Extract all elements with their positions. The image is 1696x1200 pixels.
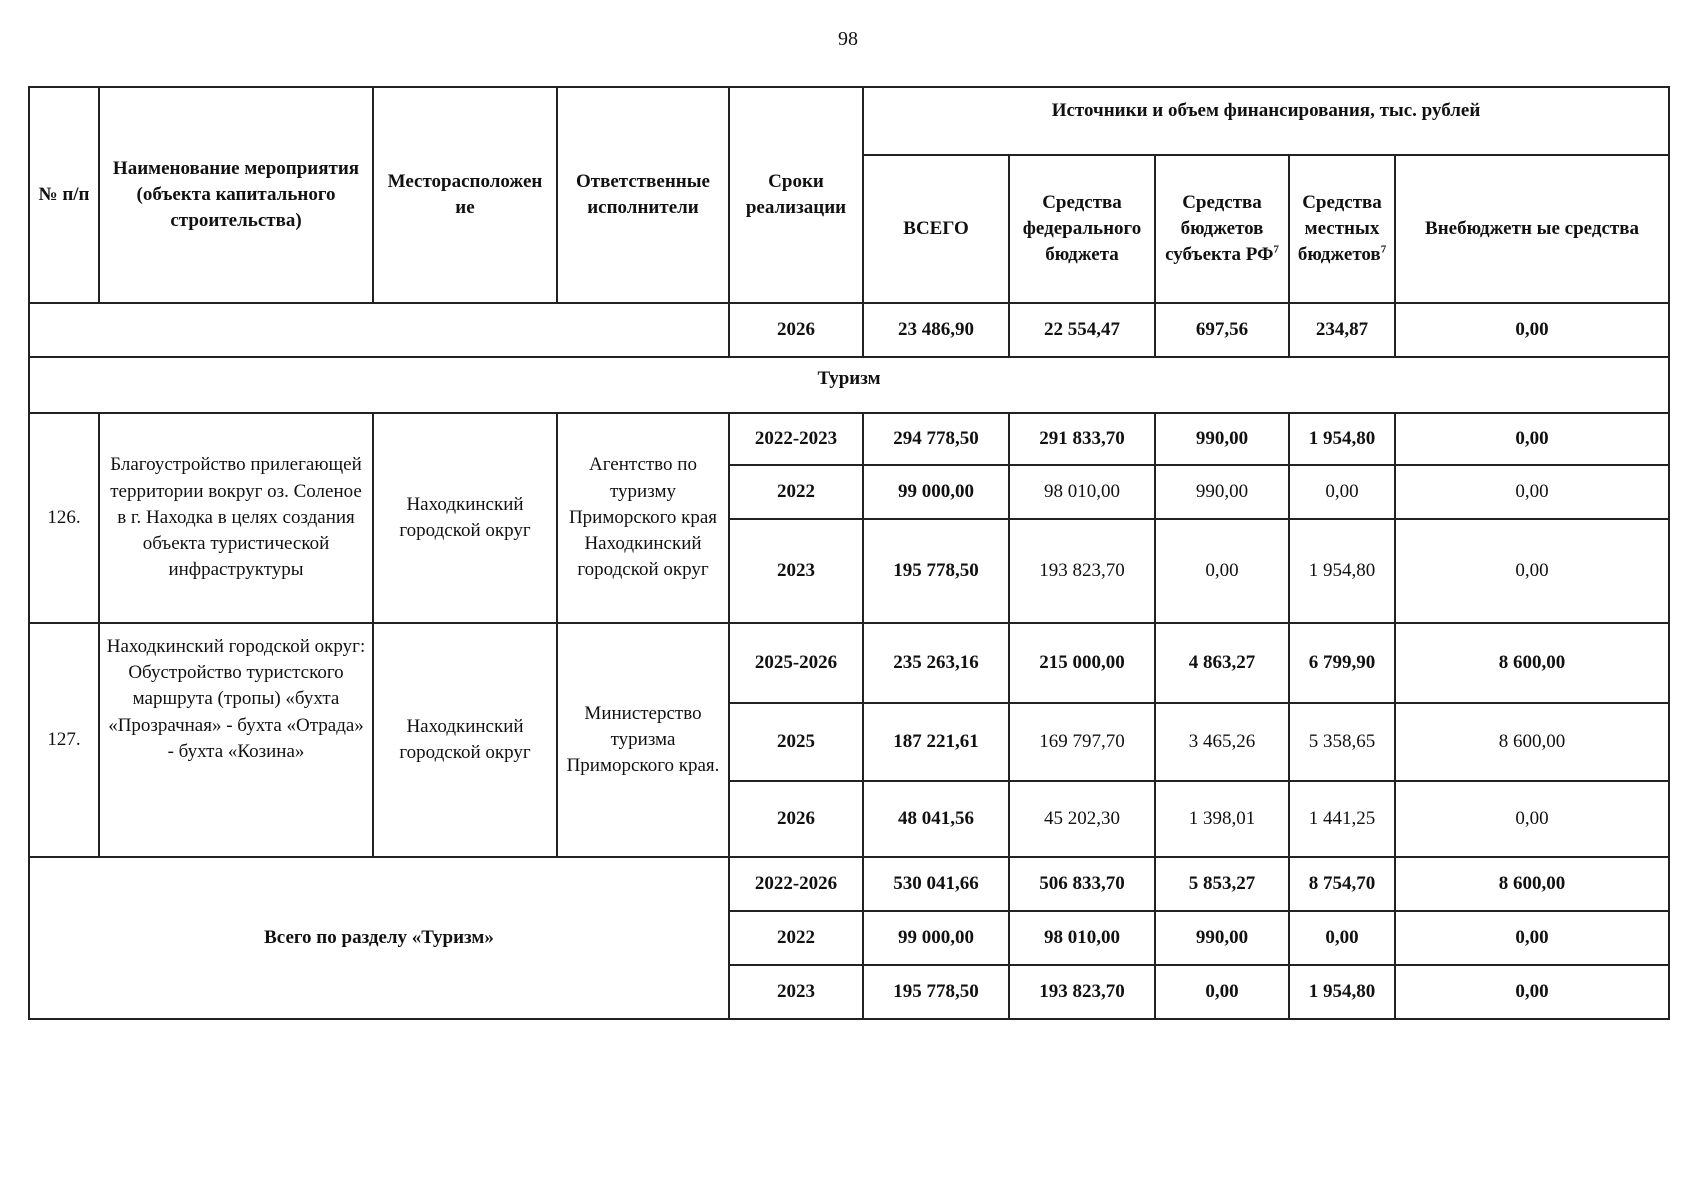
carryover-year: 2026 — [729, 303, 863, 357]
project-name: Находкинский городской округ: Обустройство туристского маршрута (тропы) «бухта «Прозрачная» - бухта «Отрада» - бухта «Козина» — [99, 623, 373, 857]
header-num: № п/п — [29, 87, 99, 303]
row-regional: 4 863,27 — [1155, 623, 1289, 703]
funding-table — [28, 86, 1670, 1020]
row-year: 2025 — [729, 703, 863, 781]
row-year: 2023 — [729, 965, 863, 1019]
project-executors: Агентство по туризму Приморского края Находкинский городской округ — [557, 413, 729, 623]
row-local: 1 954,80 — [1289, 413, 1395, 465]
section-title-row — [29, 357, 1669, 413]
row-federal: 193 823,70 — [1009, 965, 1155, 1019]
carryover-total: 23 486,90 — [863, 303, 1009, 357]
page-number: 98 — [838, 28, 858, 50]
row-federal: 45 202,30 — [1009, 781, 1155, 857]
row-federal: 98 010,00 — [1009, 465, 1155, 519]
header-executors: Ответственные исполнители — [557, 87, 729, 303]
header-location: Месторасположен ие — [373, 87, 557, 303]
row-year: 2023 — [729, 519, 863, 623]
header-funding-group: Источники и объем финансирования, тыс. рублей — [863, 87, 1669, 155]
row-year: 2022-2026 — [729, 857, 863, 911]
row-regional: 5 853,27 — [1155, 857, 1289, 911]
row-total: 195 778,50 — [863, 965, 1009, 1019]
header-period: Сроки реализации — [729, 87, 863, 303]
header-local — [1289, 155, 1395, 303]
header-federal: Средства федерального бюджета — [1009, 155, 1155, 303]
project-name: Благоустройство прилегающей территории вокруг оз. Соленое в г. Находка в целях создания объекта туристической инфраструктуры — [99, 413, 373, 623]
table-row — [29, 413, 1669, 465]
project-number: 126. — [29, 413, 99, 623]
row-extra: 0,00 — [1395, 519, 1669, 623]
row-regional: 0,00 — [1155, 965, 1289, 1019]
project-location: Находкинский городской округ — [373, 623, 557, 857]
row-federal: 98 010,00 — [1009, 911, 1155, 965]
row-local: 5 358,65 — [1289, 703, 1395, 781]
row-year: 2025-2026 — [729, 623, 863, 703]
row-total: 294 778,50 — [863, 413, 1009, 465]
row-federal: 506 833,70 — [1009, 857, 1155, 911]
project-number: 127. — [29, 623, 99, 857]
row-local: 0,00 — [1289, 465, 1395, 519]
row-year: 2022-2023 — [729, 413, 863, 465]
row-local: 1 954,80 — [1289, 519, 1395, 623]
row-extra: 8 600,00 — [1395, 857, 1669, 911]
row-federal: 291 833,70 — [1009, 413, 1155, 465]
carryover-extra: 0,00 — [1395, 303, 1669, 357]
row-regional: 1 398,01 — [1155, 781, 1289, 857]
row-local: 1 441,25 — [1289, 781, 1395, 857]
row-regional: 0,00 — [1155, 519, 1289, 623]
row-federal: 169 797,70 — [1009, 703, 1155, 781]
row-total: 99 000,00 — [863, 465, 1009, 519]
project-executors: Министерство туризма Приморского края. — [557, 623, 729, 857]
row-year: 2022 — [729, 465, 863, 519]
carryover-local: 234,87 — [1289, 303, 1395, 357]
row-year: 2026 — [729, 781, 863, 857]
row-extra: 0,00 — [1395, 413, 1669, 465]
row-extra: 8 600,00 — [1395, 623, 1669, 703]
row-federal: 193 823,70 — [1009, 519, 1155, 623]
header-name: Наименование мероприятия (объекта капитального строительства) — [99, 87, 373, 303]
row-federal: 215 000,00 — [1009, 623, 1155, 703]
row-extra: 8 600,00 — [1395, 703, 1669, 781]
header-local-footnote: 7 — [1380, 243, 1387, 256]
row-extra: 0,00 — [1395, 965, 1669, 1019]
carryover-federal: 22 554,47 — [1009, 303, 1155, 357]
table-row — [29, 623, 1669, 703]
row-total: 187 221,61 — [863, 703, 1009, 781]
row-regional: 990,00 — [1155, 413, 1289, 465]
row-local: 8 754,70 — [1289, 857, 1395, 911]
header-regional-footnote: 7 — [1273, 243, 1279, 256]
header-local-label: Средства местных бюджетов — [1297, 191, 1382, 266]
project-location: Находкинский городской округ — [373, 413, 557, 623]
carryover-regional: 697,56 — [1155, 303, 1289, 357]
header-total: ВСЕГО — [863, 155, 1009, 303]
carryover-row — [29, 303, 1669, 357]
header-row-1 — [29, 87, 1669, 155]
row-local: 1 954,80 — [1289, 965, 1395, 1019]
row-local: 6 799,90 — [1289, 623, 1395, 703]
header-extra: Внебюджетн ые средства — [1395, 155, 1669, 303]
row-total: 235 263,16 — [863, 623, 1009, 703]
row-extra: 0,00 — [1395, 465, 1669, 519]
section-title: Туризм — [29, 357, 1669, 413]
header-regional-label: Средства бюджетов субъекта РФ — [1165, 191, 1274, 266]
row-extra: 0,00 — [1395, 911, 1669, 965]
carryover-blank — [29, 303, 729, 357]
section-total-label: Всего по разделу «Туризм» — [29, 857, 729, 1019]
row-year: 2022 — [729, 911, 863, 965]
row-total: 195 778,50 — [863, 519, 1009, 623]
row-local: 0,00 — [1289, 911, 1395, 965]
row-regional: 3 465,26 — [1155, 703, 1289, 781]
row-total: 48 041,56 — [863, 781, 1009, 857]
row-regional: 990,00 — [1155, 465, 1289, 519]
row-total: 99 000,00 — [863, 911, 1009, 965]
row-regional: 990,00 — [1155, 911, 1289, 965]
header-regional — [1155, 155, 1289, 303]
table-row — [29, 857, 1669, 911]
row-extra: 0,00 — [1395, 781, 1669, 857]
row-total: 530 041,66 — [863, 857, 1009, 911]
